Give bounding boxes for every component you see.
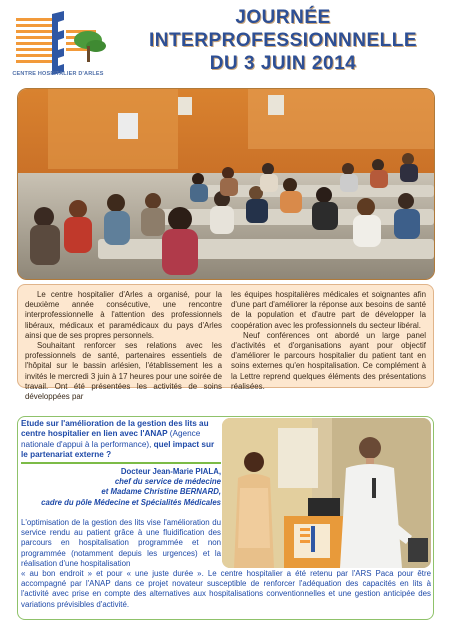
logo-e-shape: [52, 11, 64, 75]
divider: [21, 462, 221, 464]
speaker-1-role: chef du service de médecine: [114, 477, 221, 487]
study-body-rest: « au bon endroit » et pour « une juste durée ». Le centre hospitalier a été retenu par l'ARS Paca pour être accompagné par l'ANAP dans ce projet novateur susceptible de renforcer l'adéquation des capacités en lits à l'activité avec prise en compte des alternatives aux hospitalisations conventionnelles et une gestion anticipée des variations prévisibles d'activité.: [21, 569, 431, 609]
intro-paragraph-4: Neuf conférences ont abordé un large panel d'activités et d'organisations ayant pour objectif d'améliorer le parcours hospitalier du patient tant en soins externes qu'en hospitalisation. Ce complément à la Lettre reprend quelques éléments des présentations réalisées.: [231, 330, 426, 391]
intro-paragraph-3: les équipes hospitalières médicales et soignantes afin d'une part d'améliorer la réponse aux besoins de santé de la population et d'autre part de développer la coopération avec les professionnels du secteur libéral.: [231, 290, 426, 330]
study-title: [21, 419, 221, 461]
speakers-block: [21, 467, 221, 508]
speaker-1-name: Docteur Jean-Marie PIALA,: [120, 467, 221, 476]
tree-icon: [74, 31, 106, 62]
conference-audience-photo: [17, 88, 435, 280]
study-title-question: quel impact sur le partenariat externe ?: [21, 439, 215, 460]
speaker-2-name: et Madame Christine BERNARD,: [101, 487, 221, 497]
study-title-anap: (Agence nationale d'appui à la performance),: [21, 429, 201, 449]
intro-column-left: [25, 290, 222, 402]
speakers-photo: [222, 418, 431, 568]
logo-caption: CENTRE HOSPITALIER D'ARLES: [12, 71, 104, 77]
speaker-2-role: cadre du pôle Médecine et Spécialités Médicales: [41, 497, 221, 507]
intro-paragraph-2: Souhaitant renforcer ses relations avec les professionnels de santé, partenaires essentiels de l'hôpital sur le bassin arlésien, l'établissement les a invités le mercredi 3 juin à 17 heures pour une soirée de travail. Ont été présentées les activités de soins développées par: [25, 341, 222, 402]
page-title: [118, 6, 448, 75]
title-line-2: INTERPROFESSIONNNELLE: [148, 30, 418, 51]
intro-paragraph-1: Le centre hospitalier d'Arles a organisé, pour la deuxième année consécutive, une rencontre interprofessionnelle à l'attention des professionnels libéraux, médicaux et paramédicaux du pays d'Arles ainsi que de ses propres personnels.: [25, 290, 222, 340]
title-line-1: JOURNÉE: [235, 7, 331, 28]
study-title-main: Etude sur l'amélioration de la gestion des lits au centre hospitalier en lien avec l'ANAP: [21, 419, 209, 439]
title-line-3: DU 3 JUIN 2014: [209, 53, 357, 74]
intro-panel: [17, 284, 434, 402]
intro-column-right: [231, 290, 426, 392]
study-body-lead: L'optimisation de la gestion des lits vise l'amélioration du service rendu au patient grâce à une fluidification des parcours en hospitalisation programmée et non programmée (notamment depuis les urgences) et la réalisation d'une hospitalisation: [21, 518, 221, 568]
